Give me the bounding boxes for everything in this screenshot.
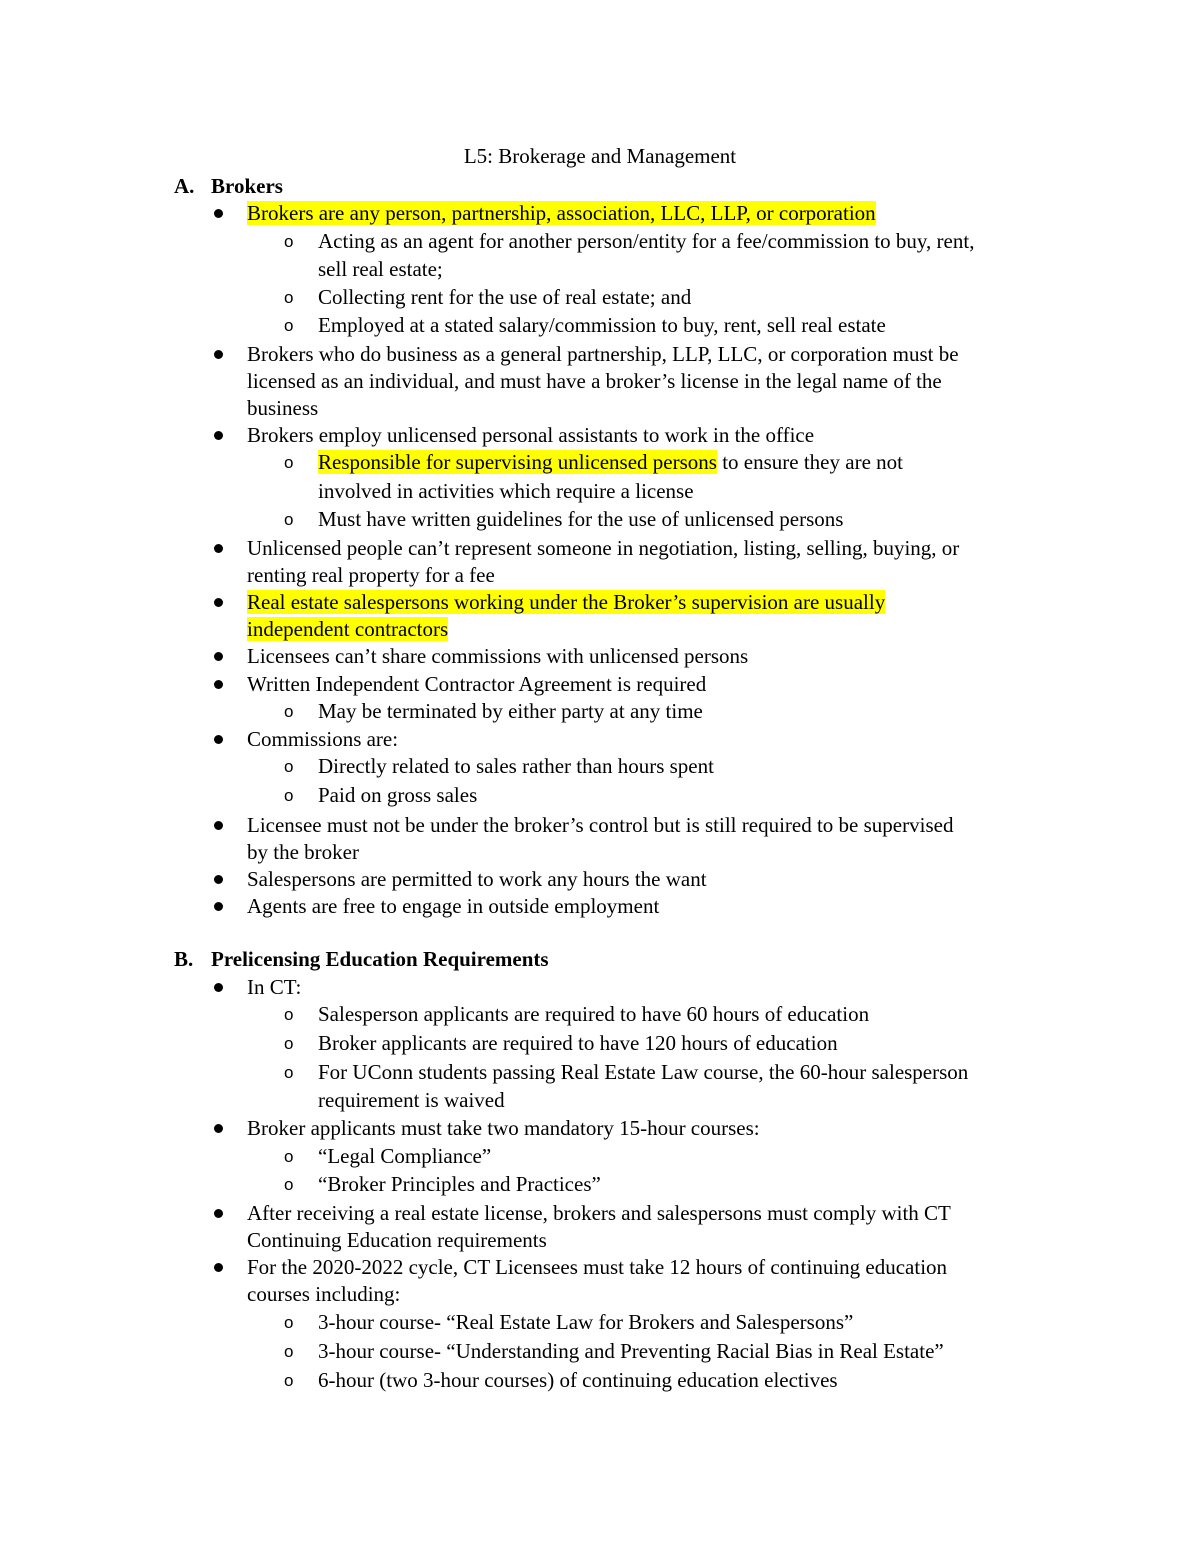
sub-bullet-icon: o (284, 288, 294, 307)
sub-bullet-icon: o (284, 786, 294, 805)
list-item: Brokers employ unlicensed personal assistants to work in the office (247, 423, 815, 447)
list-item-cont: courses including: (247, 1282, 401, 1306)
sub-list-item: Collecting rent for the use of real estate; and (318, 285, 692, 309)
section-a-letter: A. (174, 174, 195, 198)
sub-bullet-icon: o (284, 232, 294, 251)
sub-list-item-cont: requirement is waived (318, 1088, 505, 1112)
sub-list-item: Responsible for supervising unlicensed persons to ensure they are not (318, 450, 903, 474)
list-item: Real estate salespersons working under the Broker’s supervision are usually (247, 590, 886, 614)
sub-list-item: Paid on gross sales (318, 783, 478, 807)
sub-bullet-icon: o (284, 757, 294, 776)
sub-bullet-icon: o (284, 1147, 294, 1166)
sub-list-item: Must have written guidelines for the use of unlicensed persons (318, 507, 844, 531)
list-item-cont: Continuing Education requirements (247, 1228, 547, 1252)
bullet-dot-icon (214, 1263, 223, 1272)
list-item: After receiving a real estate license, brokers and salespersons must comply with CT (247, 1201, 951, 1225)
bullet-dot-icon (214, 735, 223, 744)
bullet-dot-icon (214, 821, 223, 830)
list-item: Brokers are any person, partnership, association, LLC, LLP, or corporation (247, 201, 876, 225)
list-item: Written Independent Contractor Agreement is required (247, 672, 707, 696)
sub-bullet-icon: o (284, 1313, 294, 1332)
list-item-cont: licensed as an individual, and must have a broker’s license in the legal name of the (247, 369, 942, 393)
bullet-dot-icon (214, 652, 223, 661)
section-a-heading (174, 173, 283, 200)
list-item: Broker applicants must take two mandatory 15-hour courses: (247, 1116, 760, 1140)
bullet-dot-icon (214, 1209, 223, 1218)
sub-list-item: May be terminated by either party at any time (318, 699, 703, 723)
sub-bullet-icon: o (284, 316, 294, 335)
list-item: In CT: (247, 975, 302, 999)
sub-bullet-icon: o (284, 510, 294, 529)
list-item: Salespersons are permitted to work any hours the want (247, 867, 707, 891)
sub-list-item: 3-hour course- “Understanding and Preventing Racial Bias in Real Estate” (318, 1339, 944, 1363)
section-a-title: Brokers (211, 174, 283, 198)
section-b-title: Prelicensing Education Requirements (211, 947, 549, 971)
sub-bullet-icon: o (284, 702, 294, 721)
list-item: For the 2020-2022 cycle, CT Licensees must take 12 hours of continuing education (247, 1255, 948, 1279)
list-item-cont: independent contractors (247, 617, 449, 641)
list-item-cont: business (247, 396, 319, 420)
sub-bullet-icon: o (284, 1034, 294, 1053)
sub-bullet-icon: o (284, 1005, 294, 1024)
sub-list-item: “Broker Principles and Practices” (318, 1172, 601, 1196)
list-item: Unlicensed people can’t represent someone in negotiation, listing, selling, buying, or (247, 536, 960, 560)
bullet-dot-icon (214, 209, 223, 218)
list-item: Agents are free to engage in outside employment (247, 894, 660, 918)
bullet-dot-icon (214, 350, 223, 359)
sub-bullet-icon: o (284, 1175, 294, 1194)
sub-list-item: 3-hour course- “Real Estate Law for Brokers and Salespersons” (318, 1310, 854, 1334)
bullet-dot-icon (214, 875, 223, 884)
sub-list-item: Broker applicants are required to have 120 hours of education (318, 1031, 838, 1055)
sub-bullet-icon: o (284, 1371, 294, 1390)
sub-list-item-cont: sell real estate; (318, 257, 443, 281)
sub-list-item: Employed at a stated salary/commission to buy, rent, sell real estate (318, 313, 886, 337)
sub-list-item: Directly related to sales rather than hours spent (318, 754, 714, 778)
bullet-dot-icon (214, 431, 223, 440)
list-item-cont: by the broker (247, 840, 359, 864)
bullet-dot-icon (214, 983, 223, 992)
list-item: Commissions are: (247, 727, 399, 751)
list-item: Brokers who do business as a general partnership, LLP, LLC, or corporation must be (247, 342, 959, 366)
section-b-letter: B. (174, 947, 194, 971)
bullet-dot-icon (214, 598, 223, 607)
sub-bullet-icon: o (284, 1063, 294, 1082)
sub-bullet-icon: o (284, 453, 294, 472)
bullet-dot-icon (214, 544, 223, 553)
list-item: Licensees can’t share commissions with unlicensed persons (247, 644, 749, 668)
sub-list-item: Acting as an agent for another person/entity for a fee/commission to buy, rent, (318, 229, 975, 253)
section-b-heading (174, 946, 549, 973)
sub-list-item: Salesperson applicants are required to have 60 hours of education (318, 1002, 870, 1026)
list-item-cont: renting real property for a fee (247, 563, 495, 587)
sub-list-item: 6-hour (two 3-hour courses) of continuing education electives (318, 1368, 838, 1392)
bullet-dot-icon (214, 680, 223, 689)
sub-bullet-icon: o (284, 1342, 294, 1361)
bullet-dot-icon (214, 1124, 223, 1133)
sub-list-item: For UConn students passing Real Estate Law course, the 60-hour salesperson (318, 1060, 969, 1084)
document-title: L5: Brokerage and Management (463, 144, 737, 168)
sub-list-item-cont: involved in activities which require a license (318, 479, 694, 503)
list-item: Licensee must not be under the broker’s control but is still required to be supervised (247, 813, 954, 837)
bullet-dot-icon (214, 902, 223, 911)
sub-list-item: “Legal Compliance” (318, 1144, 492, 1168)
